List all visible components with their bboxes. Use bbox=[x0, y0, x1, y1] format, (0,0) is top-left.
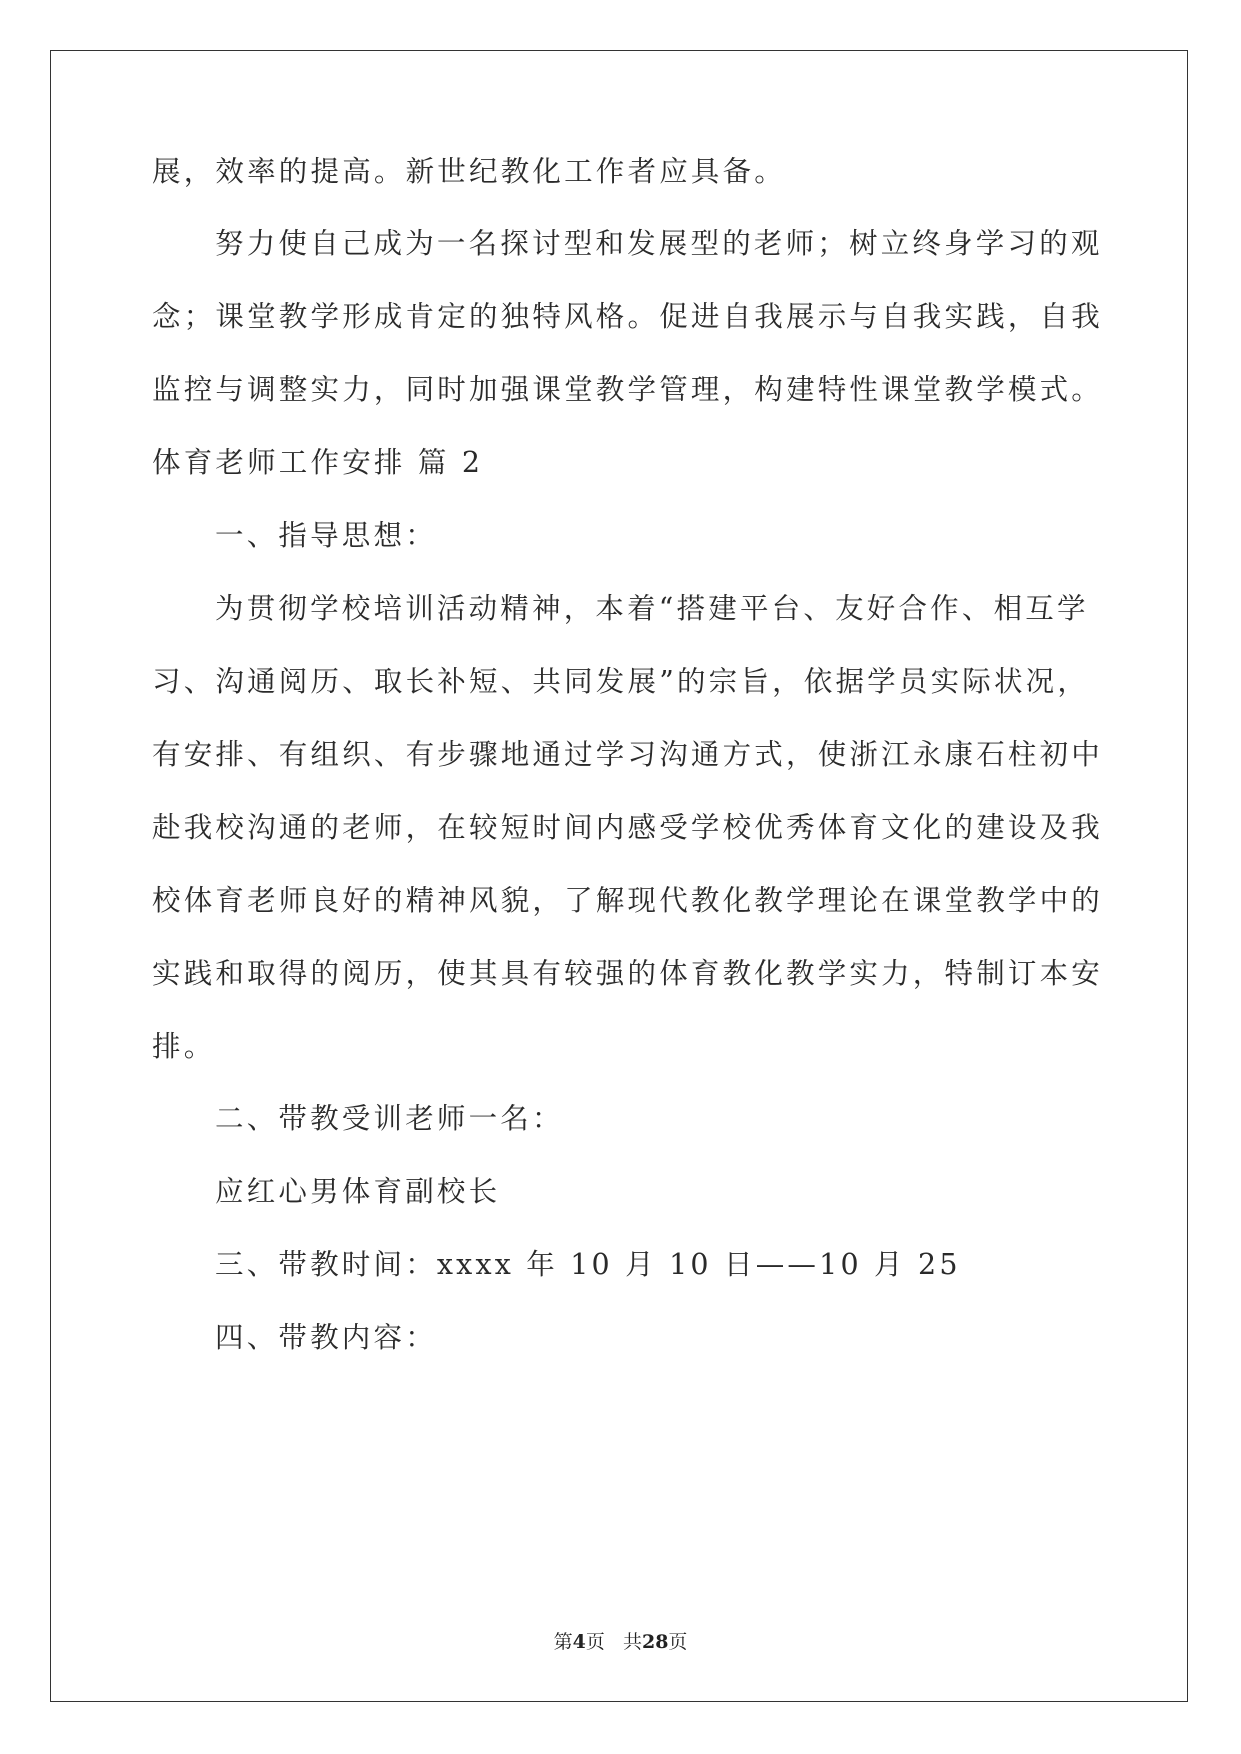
paragraph-line: 努力使自己成为一名探讨型和发展型的老师；树立终身学习的观 bbox=[215, 227, 1103, 260]
paragraph-line: 应红心男体育副校长 bbox=[215, 1175, 501, 1208]
paragraph-line: 展，效率的提高。新世纪教化工作者应具备。 bbox=[152, 155, 787, 188]
paragraph-line: 一、指导思想： bbox=[215, 519, 437, 552]
paragraph-line: 念；课堂教学形成肯定的独特风格。促进自我展示与自我实践，自我 bbox=[152, 300, 1104, 333]
paragraph-line: 赴我校沟通的老师，在较短时间内感受学校优秀体育文化的建设及我 bbox=[152, 811, 1104, 844]
paragraph-line: 有安排、有组织、有步骤地通过学习沟通方式，使浙江永康石柱初中 bbox=[152, 738, 1104, 771]
paragraph-line: 校体育老师良好的精神风貌，了解现代教化教学理论在课堂教学中的 bbox=[152, 884, 1104, 917]
total-prefix: 共 bbox=[622, 1631, 642, 1653]
page-suffix: 页 bbox=[585, 1631, 605, 1653]
paragraph-line: 为贯彻学校培训活动精神，本着“搭建平台、友好合作、相互学 bbox=[215, 592, 1089, 625]
page-prefix: 第 bbox=[553, 1631, 573, 1653]
total-suffix: 页 bbox=[668, 1631, 688, 1653]
paragraph-line: 实践和取得的阅历，使其具有较强的体育教化教学实力，特制订本安 bbox=[152, 957, 1104, 990]
paragraph-line: 二、带教受训老师一名： bbox=[215, 1102, 564, 1135]
page-footer bbox=[0, 1630, 1241, 1654]
paragraph-line: 三、带教时间：xxxx 年 10 月 10 日——10 月 25 bbox=[215, 1248, 961, 1281]
paragraph-line: 排。 bbox=[152, 1030, 216, 1063]
page-total: 28 bbox=[641, 1631, 669, 1653]
paragraph-line: 习、沟通阅历、取长补短、共同发展”的宗旨，依据学员实际状况， bbox=[152, 665, 1090, 698]
page-border bbox=[50, 50, 1188, 1702]
page-current: 4 bbox=[572, 1631, 586, 1653]
paragraph-line: 监控与调整实力，同时加强课堂教学管理，构建特性课堂教学模式。 bbox=[152, 373, 1104, 406]
paragraph-line: 四、带教内容： bbox=[215, 1321, 437, 1354]
section-heading: 体育老师工作安排 篇 2 bbox=[152, 446, 484, 479]
